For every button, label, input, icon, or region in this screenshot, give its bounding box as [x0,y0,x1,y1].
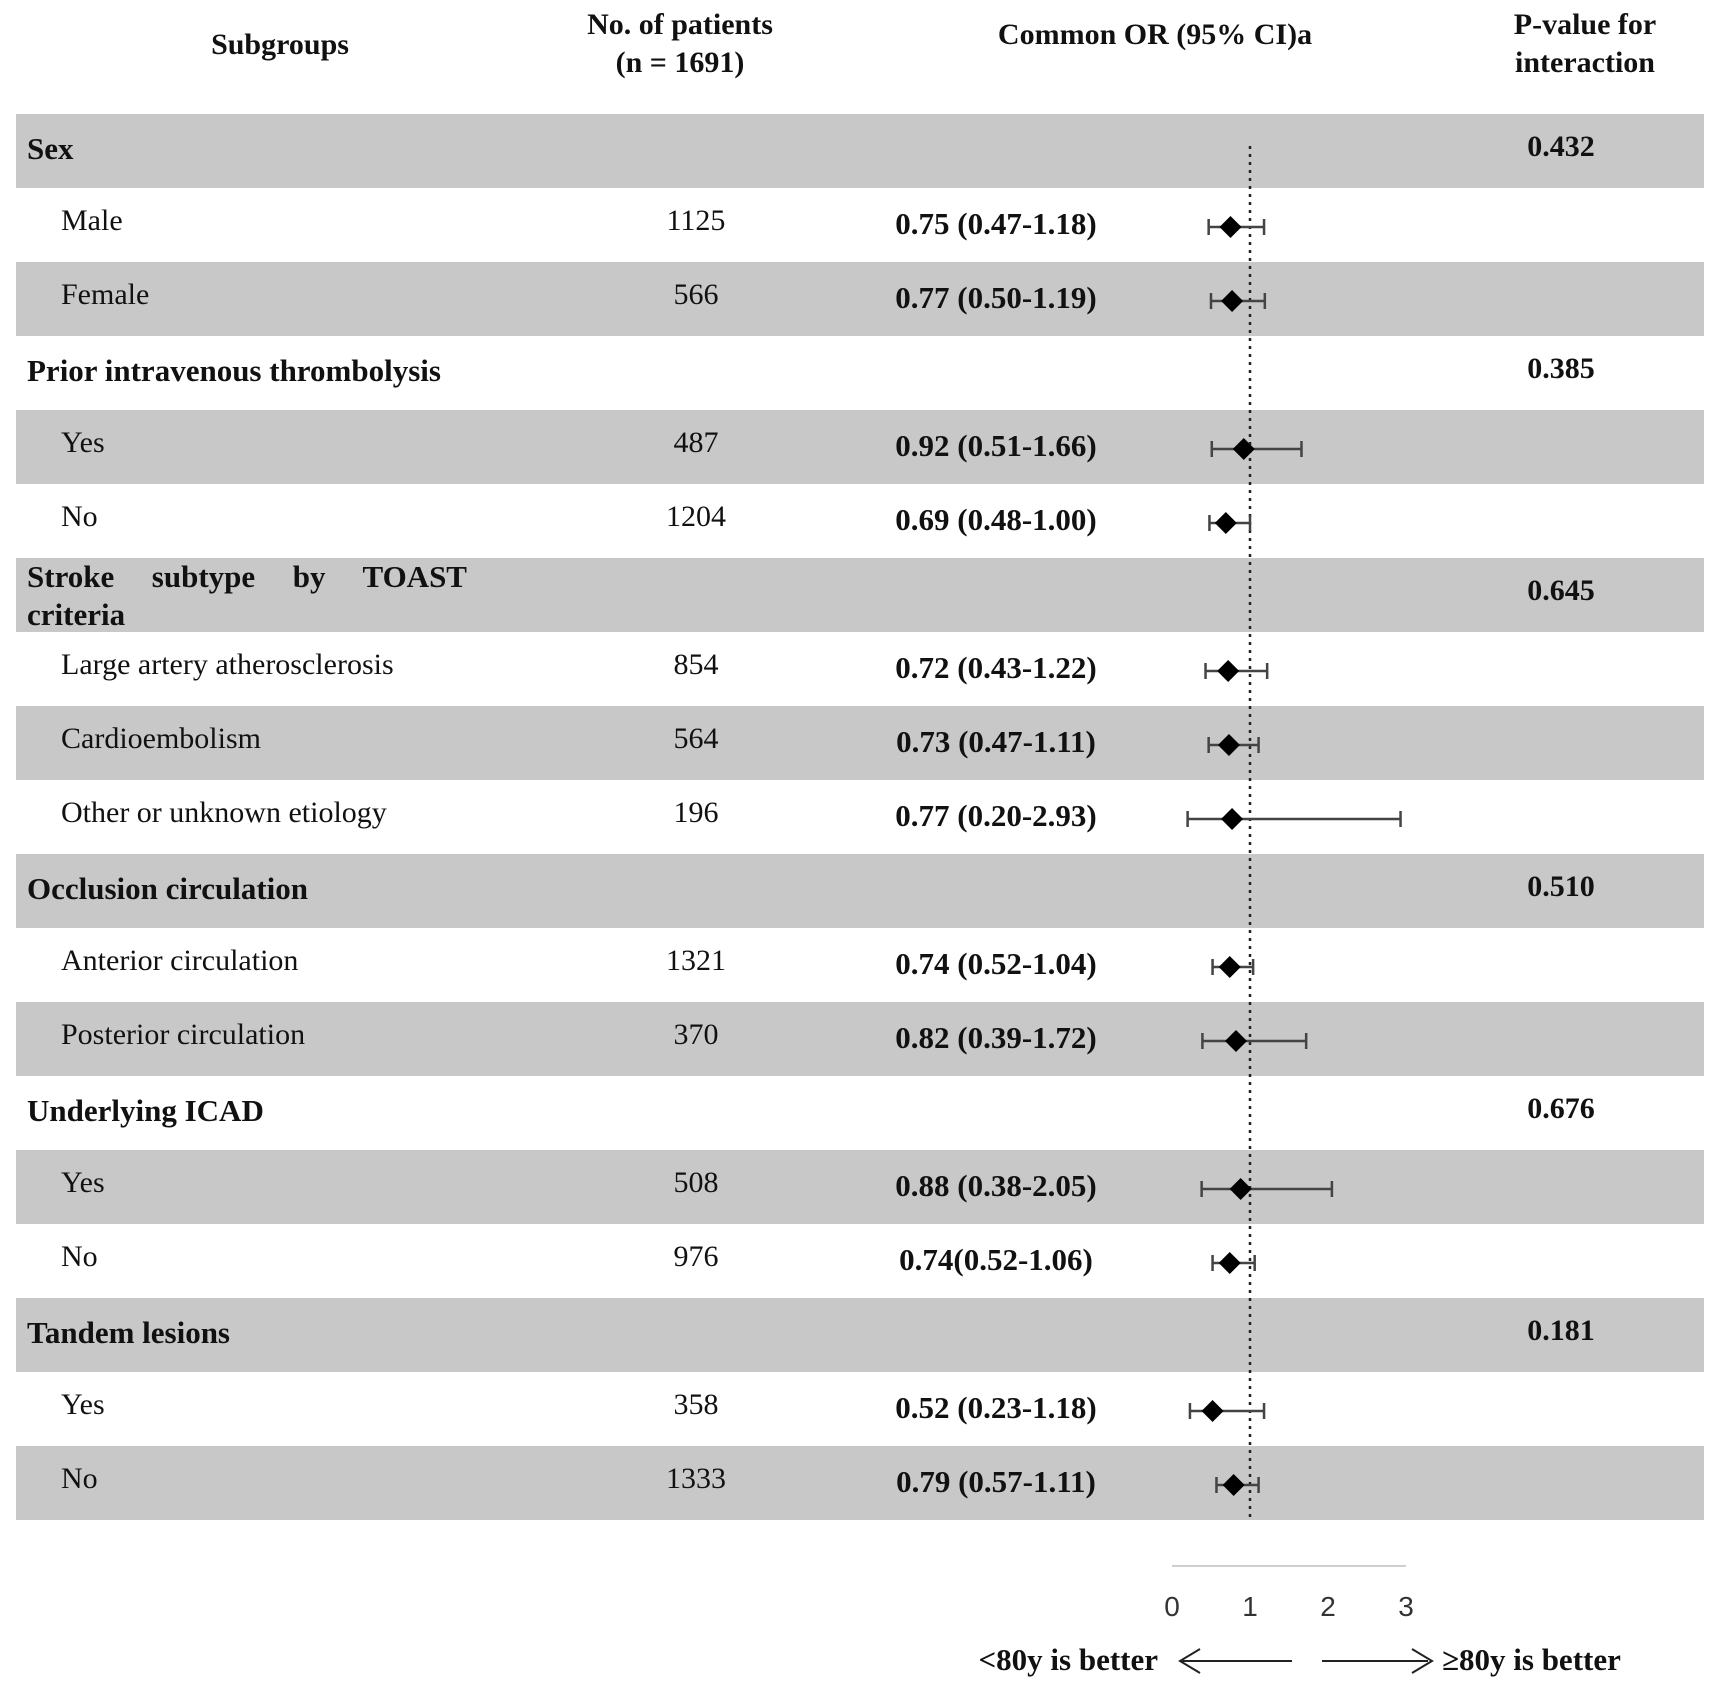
group-label: Stroke subtype by TOAST criteria [27,559,467,632]
or-ci-value: 0.69 (0.48-1.00) [895,502,1097,537]
subgroup-label: Male [61,204,123,237]
point-estimate-diamond [1202,1400,1224,1422]
group-label: Occlusion circulation [27,871,309,906]
patient-count: 1204 [666,500,726,533]
group-label: Tandem lesions [27,1315,230,1350]
or-ci-value: 0.74 (0.52-1.04) [895,946,1097,981]
patient-count: 358 [673,1388,719,1421]
interaction-pvalue: 0.432 [1527,130,1595,163]
subgroup-label: No [61,1462,98,1495]
point-estimate-diamond [1217,660,1239,682]
or-ci-value: 0.77 (0.50-1.19) [895,280,1097,315]
left-favor-label: <80y is better [978,1642,1158,1677]
point-estimate-diamond [1220,216,1242,238]
subgroup-label: No [61,500,98,533]
interaction-pvalue: 0.645 [1527,574,1595,607]
patient-count: 854 [673,648,719,681]
or-ci-value: 0.88 (0.38-2.05) [895,1168,1097,1203]
subgroup-label: Anterior circulation [61,944,299,977]
point-estimate-diamond [1230,1178,1252,1200]
point-estimate-diamond [1225,1030,1247,1052]
point-estimate-diamond [1219,956,1241,978]
x-tick-label: 2 [1320,1591,1336,1622]
subgroup-label: Other or unknown etiology [61,796,387,829]
patient-count: 508 [673,1166,719,1199]
subgroup-label: Female [61,278,150,311]
header-pvalue-line1: P-value for [1513,8,1657,41]
subgroup-label: Yes [61,1166,105,1199]
patient-count: 487 [673,426,719,459]
or-ci-value: 0.74(0.52-1.06) [899,1242,1093,1277]
header-patients-line1: No. of patients [587,8,773,41]
point-estimate-diamond [1233,438,1255,460]
interaction-pvalue: 0.181 [1527,1314,1595,1347]
x-tick-label: 0 [1164,1591,1180,1622]
patient-count: 976 [673,1240,719,1273]
patient-count: 1125 [666,204,726,237]
subgroup-label: Yes [61,1388,105,1421]
group-label: Sex [27,131,74,166]
x-tick-label: 3 [1398,1591,1414,1622]
header-or: Common OR (95% CI)a [997,18,1313,51]
point-estimate-diamond [1215,512,1237,534]
interaction-pvalue: 0.676 [1527,1092,1595,1125]
subgroup-label: No [61,1240,98,1273]
point-estimate-diamond [1223,1474,1245,1496]
patient-count: 196 [673,796,719,829]
or-ci-value: 0.75 (0.47-1.18) [895,206,1097,241]
or-ci-value: 0.79 (0.57-1.11) [896,1464,1096,1499]
or-ci-value: 0.92 (0.51-1.66) [895,428,1097,463]
group-label: Underlying ICAD [27,1093,264,1128]
patient-count: 370 [673,1018,719,1051]
subgroup-label: Posterior circulation [61,1018,306,1051]
subgroup-label: Cardioembolism [61,722,261,755]
or-ci-value: 0.72 (0.43-1.22) [895,650,1097,685]
or-ci-value: 0.73 (0.47-1.11) [896,724,1096,759]
x-tick-label: 1 [1242,1591,1258,1622]
point-estimate-diamond [1218,734,1240,756]
patient-count: 566 [673,278,719,311]
point-estimate-diamond [1221,808,1243,830]
group-label: Prior intravenous thrombolysis [27,353,441,388]
header-patients-line2: (n = 1691) [615,46,745,79]
patient-count: 1321 [666,944,726,977]
subgroup-label: Yes [61,426,105,459]
patient-count: 1333 [666,1462,726,1495]
point-estimate-diamond [1219,1252,1241,1274]
or-ci-value: 0.77 (0.20-2.93) [895,798,1097,833]
header-pvalue-line2: interaction [1515,46,1655,79]
subgroup-label: Large artery atherosclerosis [61,648,394,681]
interaction-pvalue: 0.510 [1527,870,1595,903]
or-ci-value: 0.52 (0.23-1.18) [895,1390,1097,1425]
patient-count: 564 [673,722,719,755]
or-ci-value: 0.82 (0.39-1.72) [895,1020,1097,1055]
point-estimate-diamond [1221,290,1243,312]
interaction-pvalue: 0.385 [1527,352,1595,385]
header-subgroups: Subgroups [211,28,349,61]
right-favor-label: ≥80y is better [1442,1642,1621,1677]
